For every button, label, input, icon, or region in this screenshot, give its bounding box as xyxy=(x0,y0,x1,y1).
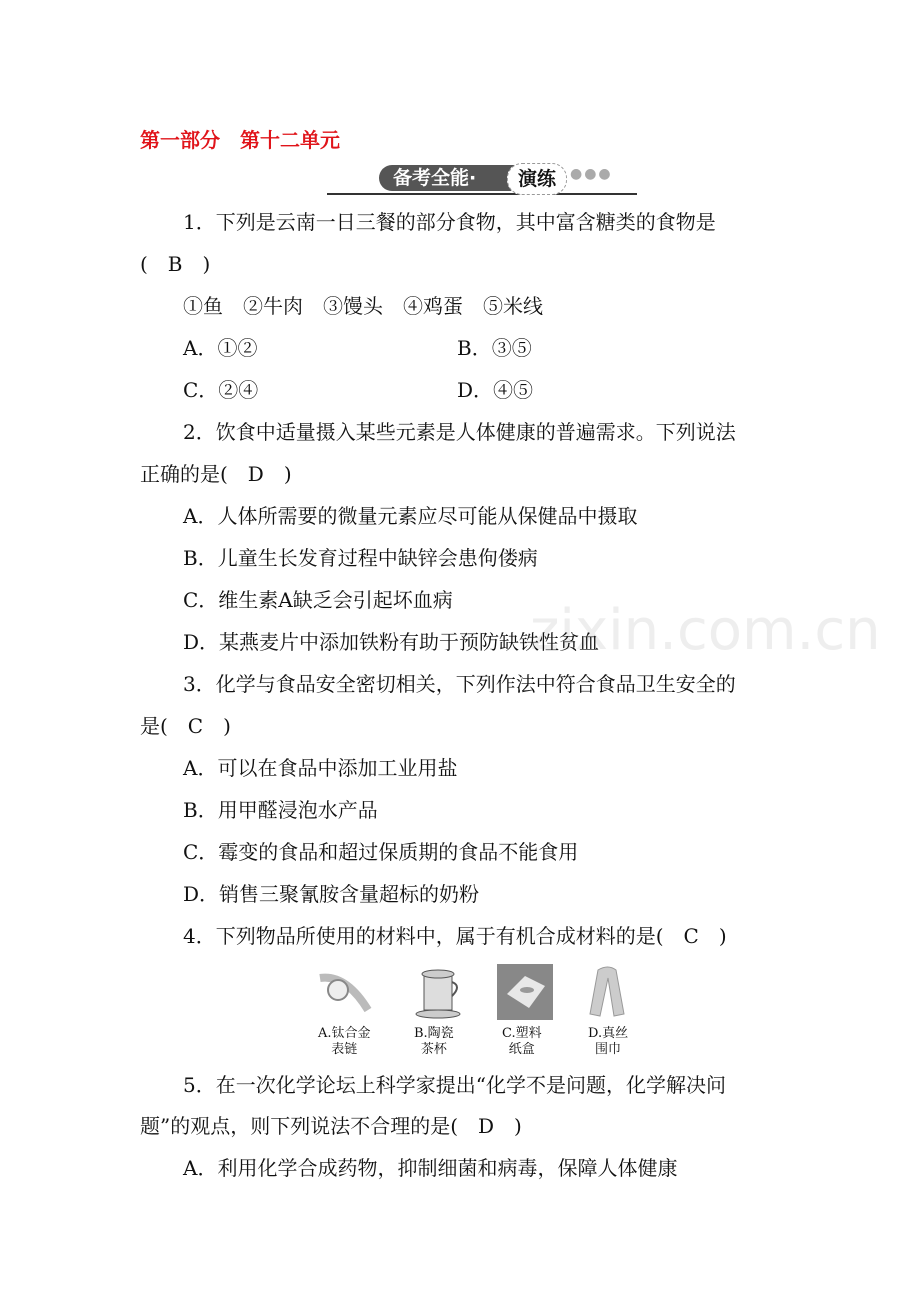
tissue-box-image xyxy=(497,964,553,1020)
question-1-items: ①鱼 ②牛肉 ③馒头 ④鸡蛋 ⑤米线 xyxy=(183,294,543,318)
section-banner xyxy=(327,163,637,195)
question-3-cont: 是( C ) xyxy=(140,714,231,738)
figure-caption-d: D.真丝 围巾 xyxy=(588,1026,629,1057)
tea-cup-image xyxy=(412,964,468,1020)
banner-rule xyxy=(327,193,637,195)
option-a: A．①② xyxy=(183,336,258,360)
option-d: D．销售三聚氰胺含量超标的奶粉 xyxy=(183,882,480,906)
figure-caption-b: B.陶瓷 茶杯 xyxy=(414,1026,454,1057)
question-5: 5．在一次化学论坛上科学家提出“化学不是问题，化学解决问 xyxy=(183,1073,726,1097)
question-4: 4．下列物品所使用的材料中，属于有机合成材料的是( C ) xyxy=(183,924,727,948)
question-5-cont: 题”的观点，则下列说法不合理的是( D ) xyxy=(140,1114,522,1138)
option-c: C．②④ xyxy=(183,378,259,402)
option-c: C．霉变的食品和超过保质期的食品不能食用 xyxy=(183,840,579,864)
question-1: 1．下列是云南一日三餐的部分食物，其中富含糖类的食物是 xyxy=(183,210,716,234)
figure-caption-c: C.塑料 纸盒 xyxy=(502,1026,542,1057)
option-b: B．儿童生长发育过程中缺锌会患佝偻病 xyxy=(183,546,538,570)
figure-caption-a: A.钛合金 表链 xyxy=(318,1026,371,1057)
banner-label: 备考全能· xyxy=(379,165,523,191)
section-title: 第一部分 第十二单元 xyxy=(140,128,340,152)
question-3: 3．化学与食品安全密切相关，下列作法中符合食品卫生安全的 xyxy=(183,672,736,696)
option-d: D．某燕麦片中添加铁粉有助于预防缺铁性贫血 xyxy=(183,630,600,654)
scarf-image xyxy=(578,964,634,1020)
option-b: B．③⑤ xyxy=(457,336,532,360)
watermark: zixin.com.cn xyxy=(530,598,881,663)
option-b: B．用甲醛浸泡水产品 xyxy=(183,798,378,822)
question-2-cont: 正确的是( D ) xyxy=(140,462,292,486)
option-a: A．人体所需要的微量元素应尽可能从保健品中摄取 xyxy=(183,504,638,528)
option-a: A．利用化学合成药物，抑制细菌和病毒，保障人体健康 xyxy=(183,1156,678,1180)
question-1-answer: ( B ) xyxy=(140,252,211,276)
option-d: D．④⑤ xyxy=(457,378,534,402)
watch-image xyxy=(316,964,372,1020)
banner-dots: ●●● xyxy=(570,166,613,182)
option-c: C．维生素A缺乏会引起坏血病 xyxy=(183,588,453,612)
option-a: A．可以在食品中添加工业用盐 xyxy=(183,756,458,780)
question-2: 2．饮食中适量摄入某些元素是人体健康的普遍需求。下列说法 xyxy=(183,420,736,444)
banner-accent: 演练 xyxy=(507,163,567,195)
